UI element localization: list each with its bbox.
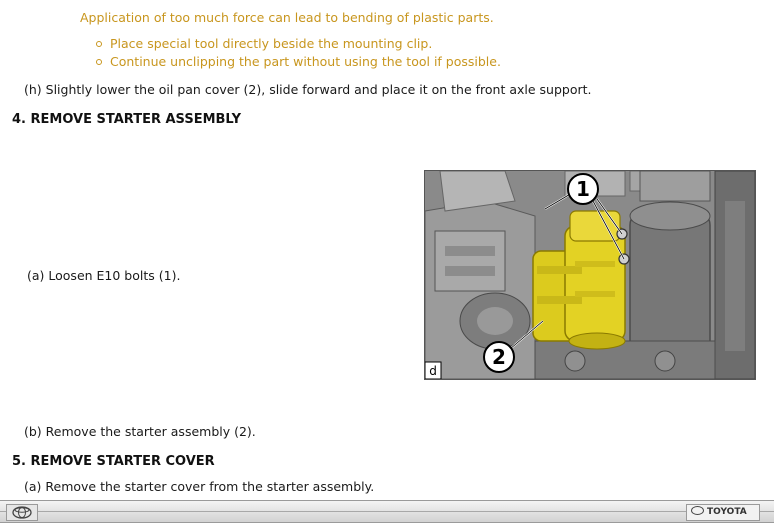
caution-text: Application of too much force can lead to bending of plastic parts. — [80, 10, 494, 25]
bullet-icon — [96, 41, 102, 47]
starter-illustration-svg — [425, 171, 755, 379]
footer-stripe — [0, 511, 774, 512]
toyota-emblem-icon — [691, 506, 704, 515]
toyota-logo — [686, 504, 760, 521]
section-5-heading: 5. REMOVE STARTER COVER — [12, 454, 215, 469]
toyota-emblem-left-icon — [6, 504, 38, 521]
callout-1-label: 1 — [576, 177, 590, 201]
section-4-heading: 4. REMOVE STARTER ASSEMBLY — [12, 112, 242, 127]
step-4b-text: (b) Remove the starter assembly (2). — [24, 424, 256, 439]
step-5a-text: (a) Remove the starter cover from the starter assembly. — [24, 479, 375, 494]
caution-bullet-2-text: Continue unclipping the part without using the tool if possible. — [110, 54, 501, 69]
callout-2-label: 2 — [492, 345, 506, 369]
figure-corner-letter: d — [429, 364, 437, 378]
footer-bar — [0, 500, 774, 523]
caution-bullet-2 — [96, 54, 501, 69]
step-h-text: (h) Slightly lower the oil pan cover (2), slide forward and place it on the front axle support. — [24, 82, 592, 97]
step-4a-text: (a) Loosen E10 bolts (1). — [27, 268, 181, 283]
caution-bullet-1-text: Place special tool directly beside the mounting clip. — [110, 36, 433, 51]
bullet-icon — [96, 59, 102, 65]
toyota-brand-text: TOYOTA — [707, 507, 747, 517]
starter-illustration — [424, 170, 756, 380]
caution-bullet-1 — [96, 36, 432, 51]
